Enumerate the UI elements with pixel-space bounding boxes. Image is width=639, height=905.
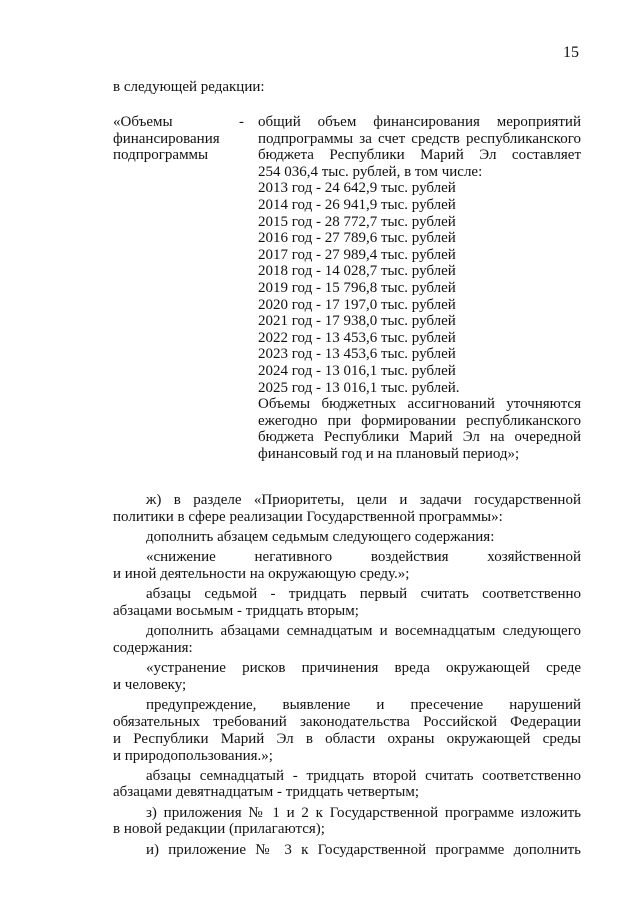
paragraph xyxy=(113,623,581,657)
paragraph xyxy=(113,492,581,526)
paragraph xyxy=(113,586,581,620)
paragraph-line: ж) в разделе «Приоритеты, цели и задачи государственной xyxy=(146,492,581,508)
paragraph xyxy=(113,768,581,802)
intro-line: в следующей редакции: xyxy=(113,79,265,95)
paragraph xyxy=(113,805,581,839)
table-left-line: «Объемы xyxy=(113,114,173,130)
paragraph-line: обязательных требований законодательства Российской Федерации xyxy=(113,713,581,730)
paragraph xyxy=(113,697,581,764)
year-list xyxy=(258,180,581,396)
table-dash: - xyxy=(239,114,244,130)
paragraph-line: содержания: xyxy=(113,639,193,656)
year-line: 2020 год - 17 197,0 тыс. рублей xyxy=(258,296,456,313)
year-line: 2013 год - 24 642,9 тыс. рублей xyxy=(258,180,456,197)
right-outro-line: бюджета Республики Марий Эл на очередной xyxy=(258,429,581,446)
paragraph-line: дополнить абзацем седьмым следующего содержания: xyxy=(146,528,495,545)
year-line: 2018 год - 14 028,7 тыс. рублей xyxy=(258,263,456,280)
paragraph-line: з) приложения № 1 и 2 к Государственной программе изложить xyxy=(146,804,581,821)
year-line: 2022 год - 13 453,6 тыс. рублей xyxy=(258,329,456,346)
paragraph-line: политики в сфере реализации Государственной программы»: xyxy=(113,508,503,525)
paragraph-line: дополнить абзацами семнадцатым и восемнадцатым следующего xyxy=(146,623,581,640)
paragraph-line: и Республики Марий Эл в области охраны окружающей среды xyxy=(113,730,581,747)
year-line: 2015 год - 28 772,7 тыс. рублей xyxy=(258,213,456,230)
table-right-cell xyxy=(258,114,581,462)
body-text xyxy=(113,492,581,862)
paragraph-line: и) приложение № 3 к Государственной программе дополнить xyxy=(146,841,581,858)
paragraph-line: «снижение негативного воздействия хозяйственной xyxy=(146,549,581,566)
paragraph-line: абзацы семнадцатый - тридцать второй считать соответственно xyxy=(146,767,581,784)
right-outro-line: Объемы бюджетных ассигнований уточняются xyxy=(258,396,581,413)
table-left-cell xyxy=(113,114,253,164)
right-intro-line: подпрограммы за счет средств республиканского xyxy=(258,130,581,147)
paragraph-line: абзацами девятнадцатым - тридцать четвертым; xyxy=(113,784,420,801)
table-left-line: финансирования xyxy=(113,130,220,147)
paragraph xyxy=(113,549,581,583)
right-outro-line: ежегодно при формировании республиканского xyxy=(258,412,581,429)
paragraph-line: и природопользования.»; xyxy=(113,747,273,764)
right-intro-line: общий объем финансирования мероприятий xyxy=(258,114,581,130)
paragraph xyxy=(113,842,581,859)
paragraph-line: абзацы седьмой - тридцать первый считать соответственно xyxy=(146,586,581,603)
table-left-line: подпрограммы xyxy=(113,147,209,163)
year-line: 2017 год - 27 989,4 тыс. рублей xyxy=(258,246,456,263)
right-intro-line: 254 036,4 тыс. рублей, в том числе: xyxy=(258,163,483,180)
year-line: 2023 год - 13 453,6 тыс. рублей xyxy=(258,346,456,363)
paragraph-line: и человеку; xyxy=(113,676,187,693)
year-line: 2016 год - 27 789,6 тыс. рублей xyxy=(258,230,456,247)
year-line: 2024 год - 13 016,1 тыс. рублей xyxy=(258,362,456,379)
paragraph-line: абзацами восьмым - тридцать вторым; xyxy=(113,602,359,619)
paragraph-line: в новой редакции (прилагаются); xyxy=(113,821,325,838)
paragraph-line: «устранение рисков причинения вреда окружающей среде xyxy=(146,660,581,677)
year-line: 2025 год - 13 016,1 тыс. рублей. xyxy=(258,379,460,396)
paragraph-line: предупреждение, выявление и пресечение нарушений xyxy=(146,697,581,714)
year-line: 2014 год - 26 941,9 тыс. рублей xyxy=(258,196,456,213)
page-number: 15 xyxy=(563,44,579,61)
year-line: 2021 год - 17 938,0 тыс. рублей xyxy=(258,313,456,330)
paragraph xyxy=(113,529,581,546)
paragraph xyxy=(113,660,581,694)
year-line: 2019 год - 15 796,8 тыс. рублей xyxy=(258,279,456,296)
paragraph-line: и иной деятельности на окружающую среду.»; xyxy=(113,565,410,582)
right-intro-line: бюджета Республики Марий Эл составляет xyxy=(258,147,581,164)
right-outro-line: финансовый год и на плановый период»; xyxy=(258,445,520,462)
